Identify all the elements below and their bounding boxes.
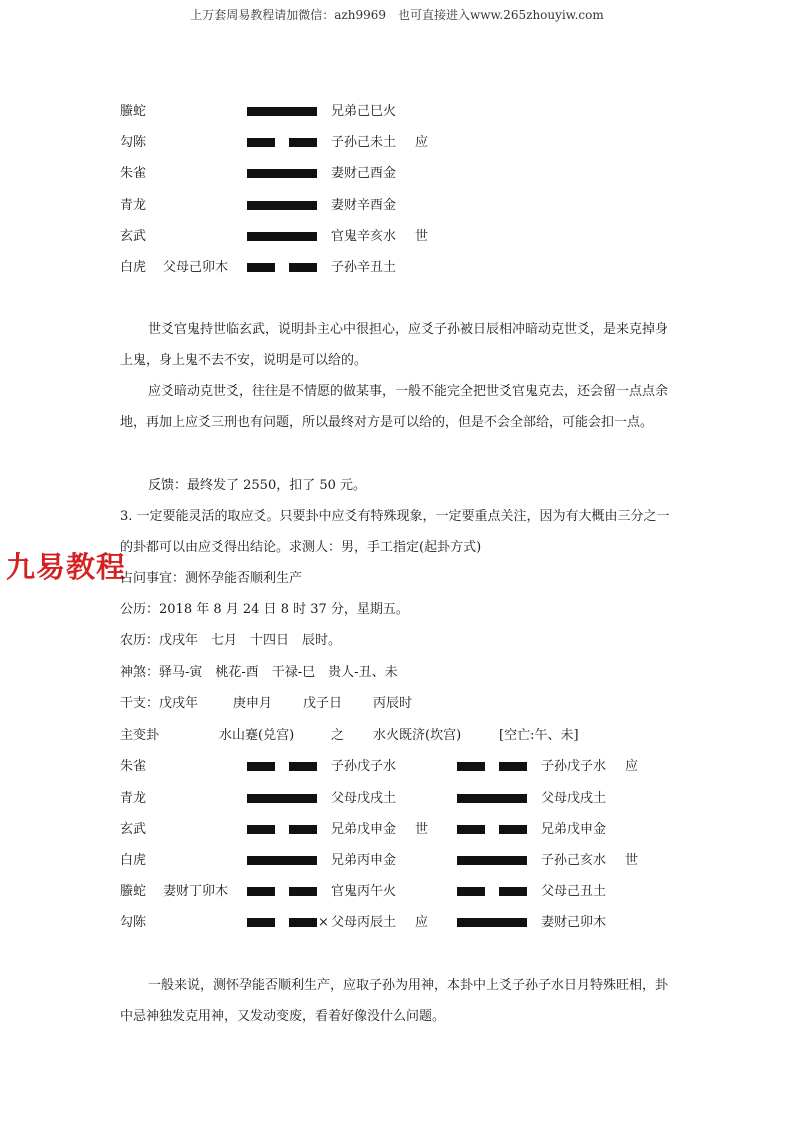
event-line: 占问事宜：测怀孕能否顺利生产 bbox=[120, 571, 303, 586]
yin-line bbox=[247, 259, 317, 277]
fushen: 父母己卯木 bbox=[163, 260, 229, 275]
ying-mark: 应 bbox=[415, 915, 429, 930]
yang-line bbox=[247, 103, 317, 121]
yang-line bbox=[247, 165, 317, 183]
line-label: 妻财己酉金 bbox=[331, 166, 397, 181]
six-god: 勾陈 bbox=[120, 135, 147, 150]
ganzhi-label: 干支：戊戌年 bbox=[120, 696, 199, 711]
fushen: 妻财丁卯木 bbox=[163, 884, 229, 899]
six-god: 勾陈 bbox=[120, 915, 147, 930]
paragraph: 一般来说，测怀孕能否顺利生产，应取子孙为用神，本卦中上爻子孙子水日月特殊旺相，卦中忌神独发克用神，又发动变废，看着好像没什么问题。 bbox=[120, 978, 669, 1024]
changed-line-label: 子孙戊子水 bbox=[541, 759, 607, 774]
changed-line-label: 子孙己亥水 bbox=[541, 853, 607, 868]
line-label: 父母戊戌土 bbox=[331, 791, 397, 806]
zhi-word: 之 bbox=[331, 728, 345, 743]
ganzhi-hour: 丙辰时 bbox=[373, 696, 413, 711]
ganzhi-month: 庚申月 bbox=[233, 696, 273, 711]
changed-yin-line bbox=[457, 821, 527, 839]
shensha-line: 神煞：驿马-寅 桃花-酉 干禄-巳 贵人-丑、未 bbox=[120, 665, 398, 680]
six-god: 螣蛇 bbox=[120, 884, 147, 899]
page-header: 上万套周易教程请加微信：azh9969 也可直接进入www.265zhouyiw.com bbox=[190, 8, 604, 22]
paragraph: 世爻官鬼持世临玄武，说明卦主心中很担心，应爻子孙被日辰相冲暗动克世爻，是来克掉身上鬼，身上鬼不去不安，说明是可以给的。 bbox=[120, 322, 669, 368]
changed-yang-line bbox=[457, 914, 527, 932]
paragraph: 应爻暗动克世爻，往往是不情愿的做某事，一般不能完全把世爻官鬼克去，还会留一点点余地，再加上应爻三刑也有问题，所以最终对方是可以给的，但是不会全部给，可能会扣一点。 bbox=[120, 384, 669, 430]
ganzhi-day: 戊子日 bbox=[303, 696, 343, 711]
changed-line-label: 妻财己卯木 bbox=[541, 915, 607, 930]
six-god: 青龙 bbox=[120, 198, 147, 213]
changed-line-label: 父母己丑土 bbox=[541, 884, 607, 899]
yin-line bbox=[247, 134, 317, 152]
main-gua: 水山蹇(兑宫) bbox=[219, 728, 295, 743]
paragraph: 反馈：最终发了 2550，扣了 50 元。 bbox=[148, 478, 367, 493]
changed-yang-line bbox=[457, 852, 527, 870]
six-god: 白虎 bbox=[120, 260, 147, 275]
six-god: 玄武 bbox=[120, 822, 147, 837]
lunar-date-line: 农历：戊戌年 七月 十四日 辰时。 bbox=[120, 633, 342, 648]
yang-line bbox=[247, 197, 317, 215]
main-label: 主变卦 bbox=[120, 728, 160, 743]
changed-line-label: 父母戊戌土 bbox=[541, 791, 607, 806]
yang-line bbox=[247, 790, 317, 808]
changed-yin-line bbox=[457, 883, 527, 901]
line-label: 子孙己未土 bbox=[331, 135, 397, 150]
line-label: 父母丙辰土 bbox=[331, 915, 397, 930]
six-god: 螣蛇 bbox=[120, 104, 147, 119]
six-god: 青龙 bbox=[120, 791, 147, 806]
bian-gua: 水火既济(坎宫) bbox=[373, 728, 462, 743]
shi-mark: 世 bbox=[415, 229, 429, 244]
six-god: 朱雀 bbox=[120, 166, 147, 181]
yin-line bbox=[247, 821, 317, 839]
watermark-logo: 九易教程 bbox=[6, 550, 127, 584]
paragraph: 3. 一定要能灵活的取应爻。只要卦中应爻有特殊现象，一定要重点关注，因为有大概由三分之一的卦都可以由应爻得出结论。求测人：男，手工指定(起卦方式) bbox=[120, 509, 670, 555]
changed-yin-line bbox=[457, 758, 527, 776]
shi-mark: 世 bbox=[625, 853, 639, 868]
shi-mark: 世 bbox=[415, 822, 429, 837]
solar-date-line: 公历：2018 年 8 月 24 日 8 时 37 分，星期五。 bbox=[120, 602, 409, 617]
kongwang: [空亡:午、未] bbox=[499, 728, 579, 743]
line-label: 官鬼辛亥水 bbox=[331, 229, 397, 244]
changed-line-label: 兄弟戊申金 bbox=[541, 822, 607, 837]
yang-line bbox=[247, 228, 317, 246]
yin-line bbox=[247, 914, 317, 932]
six-god: 朱雀 bbox=[120, 759, 147, 774]
yin-line bbox=[247, 883, 317, 901]
yin-line bbox=[247, 758, 317, 776]
line-label: 子孙戊子水 bbox=[331, 759, 397, 774]
line-label: 子孙辛丑土 bbox=[331, 260, 397, 275]
six-god: 玄武 bbox=[120, 229, 147, 244]
yang-line bbox=[247, 852, 317, 870]
changed-yang-line bbox=[457, 790, 527, 808]
line-label: 兄弟戊申金 bbox=[331, 822, 397, 837]
line-label: 妻财辛酉金 bbox=[331, 198, 397, 213]
line-label: 官鬼丙午火 bbox=[331, 884, 397, 899]
ying-mark: 应 bbox=[415, 135, 429, 150]
ying-mark: 应 bbox=[625, 759, 639, 774]
line-label: 兄弟丙申金 bbox=[331, 853, 397, 868]
line-label: 兄弟己巳火 bbox=[331, 104, 397, 119]
six-god: 白虎 bbox=[120, 853, 147, 868]
moving-cross-mark: × bbox=[318, 915, 329, 930]
